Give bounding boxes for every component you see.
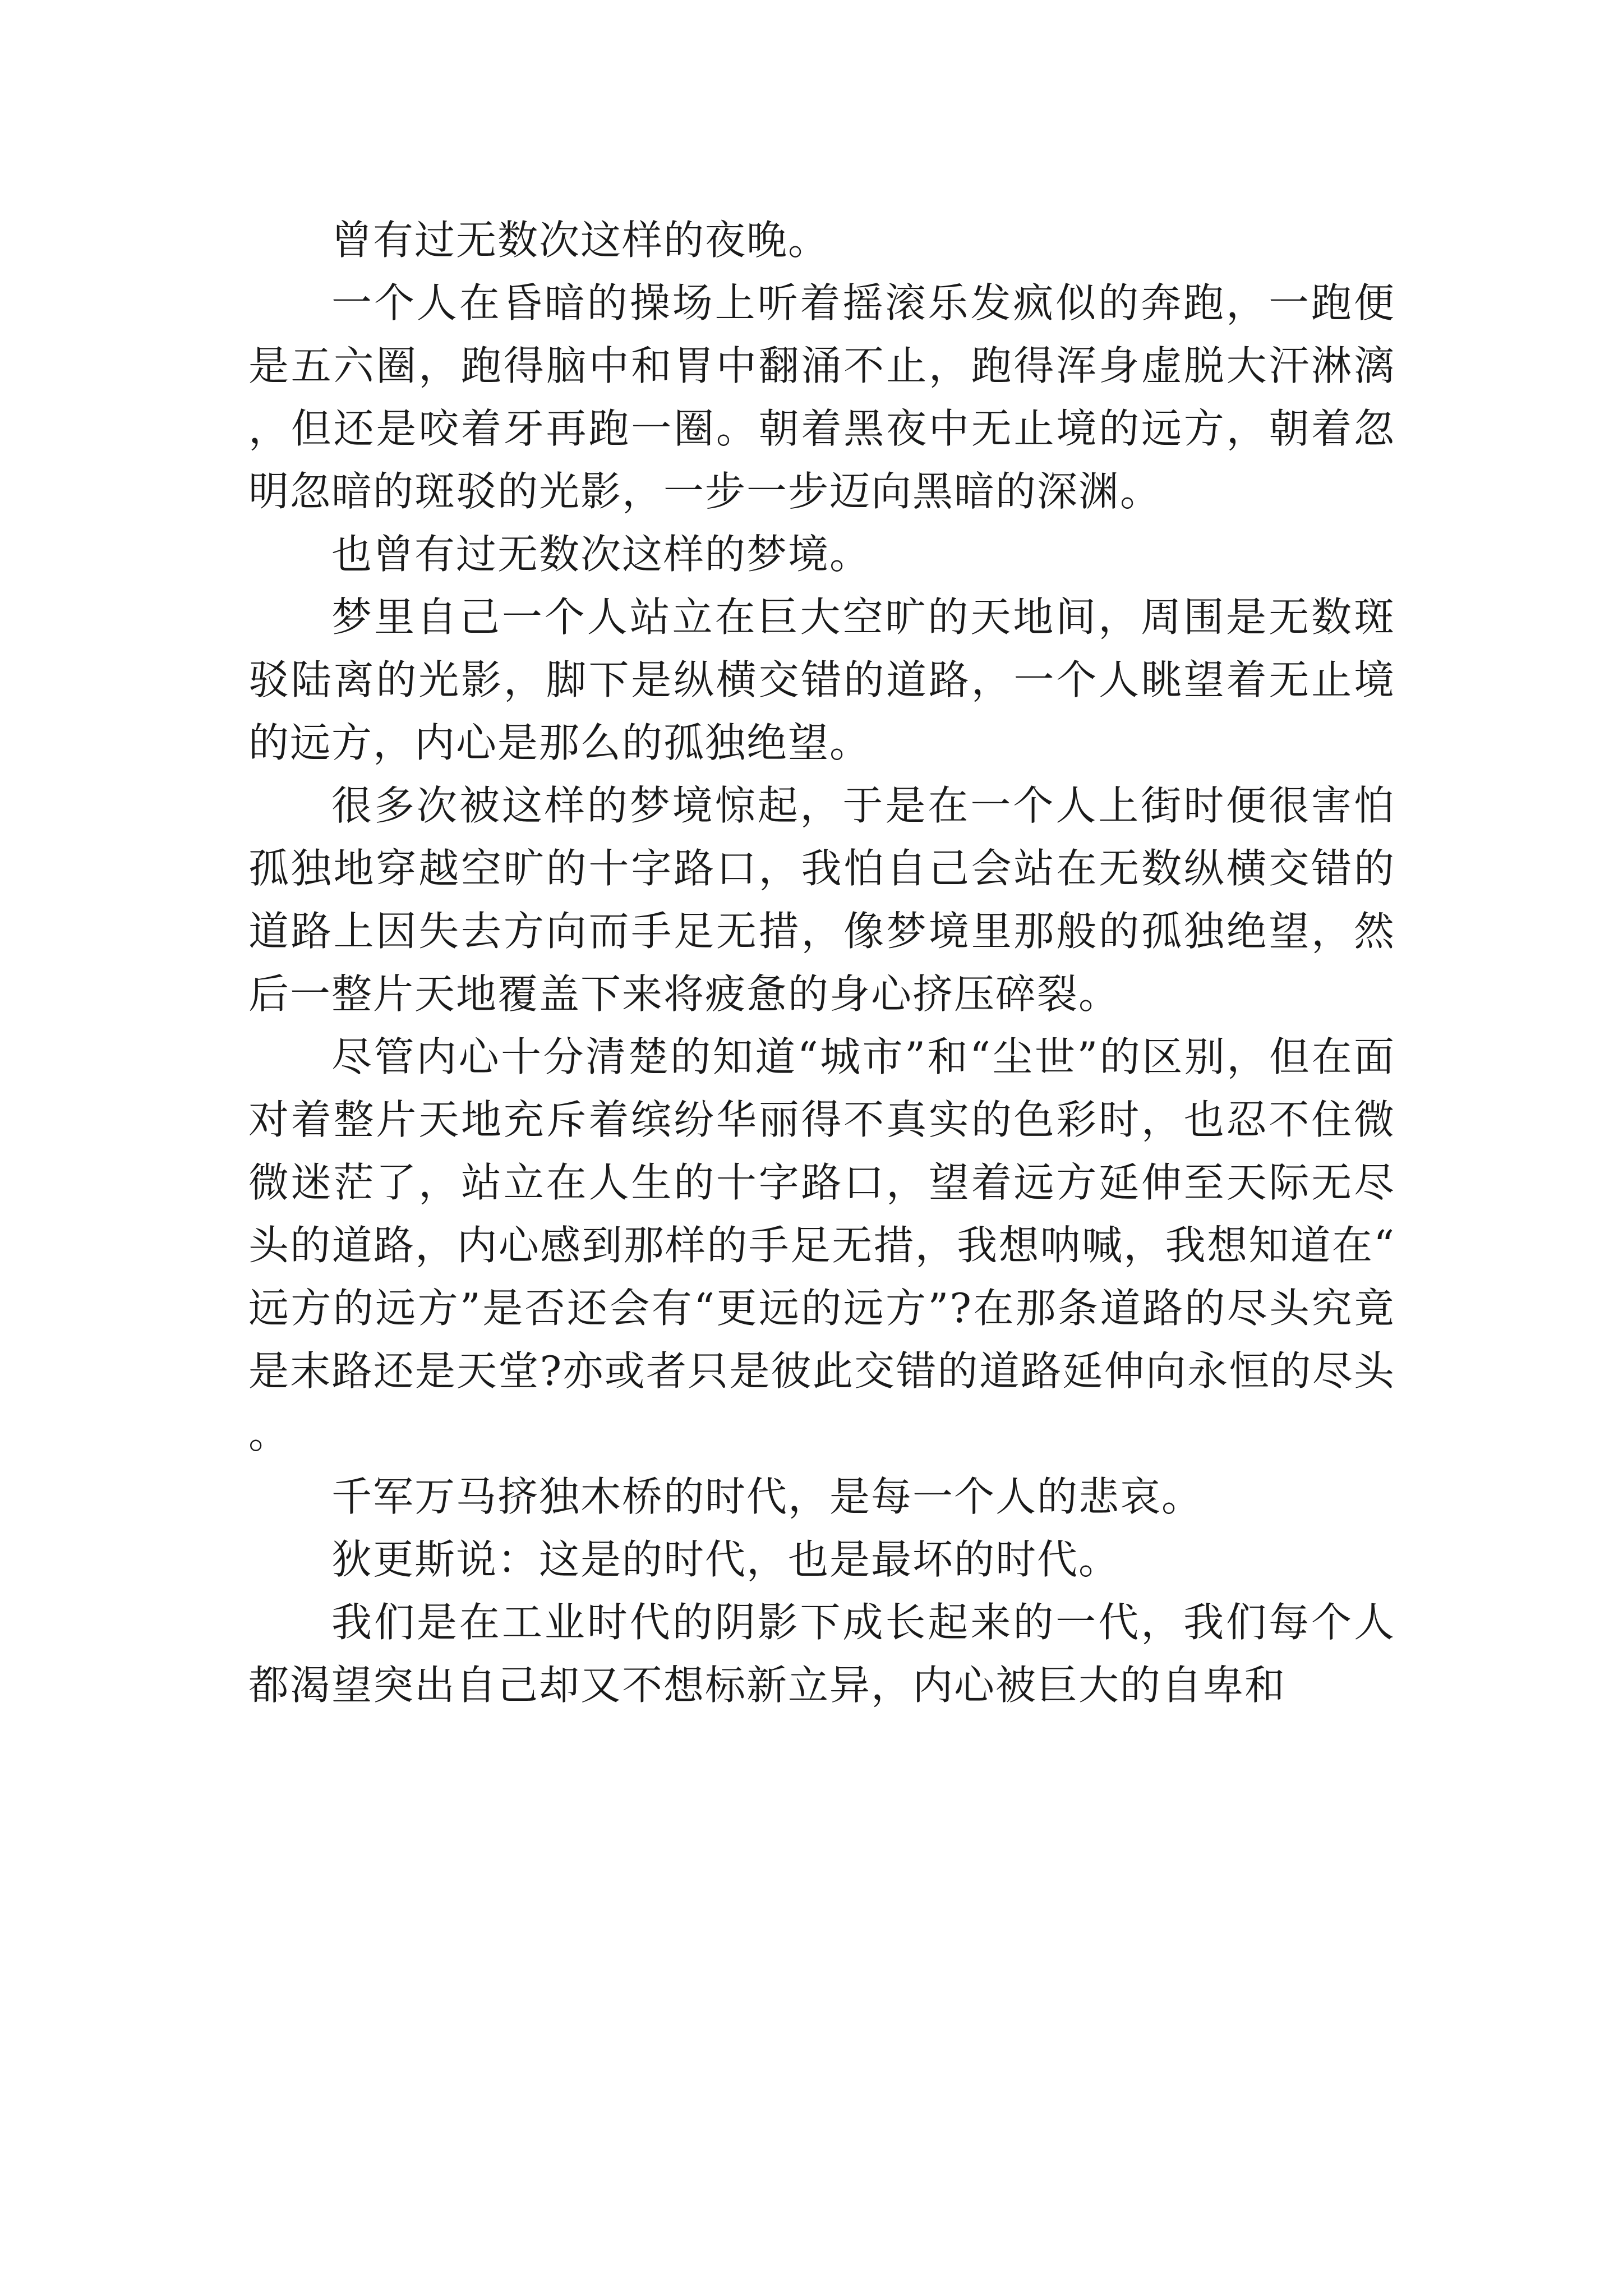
document-body <box>248 209 1395 1717</box>
paragraph-8: 狄更斯说：这是的时代，也是最坏的时代。 <box>331 1536 1121 1583</box>
paragraph-7: 千军万马挤独木桥的时代，是每一个人的悲哀。 <box>331 1473 1204 1520</box>
paragraph-5: 很多次被这样的梦境惊起，于是在一个人上街时便很害怕孤独地穿越空旷的十字路口，我怕自己会站在无数纵横交错的道路上因失去方向而手足无措，像梦境里那般的孤独绝望，然后一整片天地覆盖下来将疲惫的身心挤压碎裂。 <box>248 782 1395 1018</box>
paragraph-1: 曾有过无数次这样的夜晚。 <box>331 217 830 264</box>
paragraph-3: 也曾有过无数次这样的梦境。 <box>331 531 872 578</box>
paragraph-4: 梦里自己一个人站立在巨大空旷的天地间，周围是无数斑驳陆离的光影，脚下是纵横交错的道路，一个人眺望着无止境的远方，内心是那么的孤独绝望。 <box>248 593 1395 766</box>
paragraph-9: 我们是在工业时代的阴影下成长起来的一代，我们每个人都渴望突出自己却又不想标新立异，内心被巨大的自卑和 <box>248 1599 1395 1709</box>
paragraph-2: 一个人在昏暗的操场上听着摇滚乐发疯似的奔跑，一跑便是五六圈，跑得脑中和胃中翻涌不止，跑得浑身虚脱大汗淋漓，但还是咬着牙再跑一圈。朝着黑夜中无止境的远方，朝着忽明忽暗的斑驳的光影，一步一步迈向黑暗的深渊。 <box>248 279 1395 515</box>
paragraph-6: 尽管内心十分清楚的知道“城市”和“尘世”的区别，但在面对着整片天地充斥着缤纷华丽得不真实的色彩时，也忍不住微微迷茫了，站立在人生的十字路口，望着远方延伸至天际无尽头的道路，内心感到那样的手足无措，我想呐喊，我想知道在“远方的远方”是否还会有“更远的远方”?在那条道路的尽头究竟是末路还是天堂?亦或者只是彼此交错的道路延伸向永恒的尽头。 <box>248 1033 1395 1457</box>
